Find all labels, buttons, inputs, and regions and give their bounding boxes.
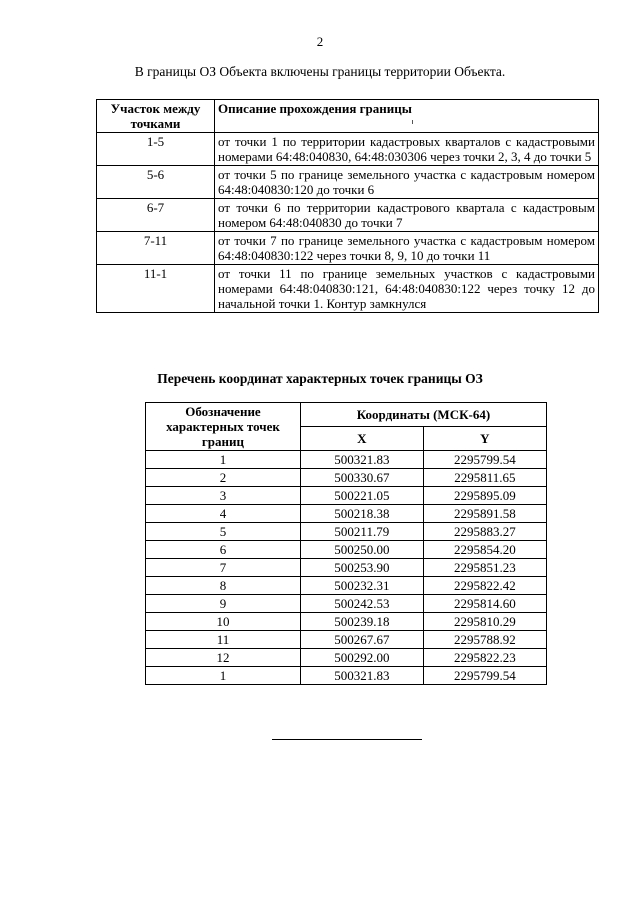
y-cell: 2295814.60 <box>423 595 546 613</box>
boundary-row <box>97 166 599 199</box>
x-cell: 500267.67 <box>300 631 423 649</box>
coordinates-header-row <box>146 403 547 427</box>
x-cell: 500221.05 <box>300 487 423 505</box>
description-column-header: Описание прохождения границы <box>215 100 599 133</box>
coordinate-row <box>146 505 547 523</box>
coordinate-row <box>146 451 547 469</box>
y-cell: 2295822.42 <box>423 577 546 595</box>
boundary-row <box>97 232 599 265</box>
coordinate-row <box>146 613 547 631</box>
x-column-header: X <box>300 427 423 451</box>
y-cell: 2295851.23 <box>423 559 546 577</box>
point-cell: 3 <box>146 487 301 505</box>
boundary-row <box>97 199 599 232</box>
y-cell: 2295799.54 <box>423 451 546 469</box>
x-cell: 500242.53 <box>300 595 423 613</box>
coordinate-row <box>146 595 547 613</box>
x-cell: 500232.31 <box>300 577 423 595</box>
y-cell: 2295811.65 <box>423 469 546 487</box>
x-cell: 500321.83 <box>300 451 423 469</box>
point-cell: 2 <box>146 469 301 487</box>
segment-cell: 1-5 <box>97 133 215 166</box>
x-cell: 500218.38 <box>300 505 423 523</box>
point-cell: 10 <box>146 613 301 631</box>
y-cell: 2295799.54 <box>423 667 546 685</box>
coordinates-title: Перечень координат характерных точек границы ОЗ <box>157 371 483 386</box>
segment-cell: 5-6 <box>97 166 215 199</box>
point-cell: 6 <box>146 541 301 559</box>
y-cell: 2295891.58 <box>423 505 546 523</box>
x-cell: 500292.00 <box>300 649 423 667</box>
description-cell: от точки 6 по территории кадастрового квартала с кадастровым номером 64:48:040830 до точки 7 <box>215 199 599 232</box>
segment-cell: 6-7 <box>97 199 215 232</box>
boundary-row <box>97 133 599 166</box>
signature-line <box>272 739 422 740</box>
coordinate-row <box>146 667 547 685</box>
point-cell: 7 <box>146 559 301 577</box>
boundary-table-header-row <box>97 100 599 133</box>
y-cell: 2295854.20 <box>423 541 546 559</box>
point-cell: 1 <box>146 451 301 469</box>
point-cell: 1 <box>146 667 301 685</box>
point-cell: 9 <box>146 595 301 613</box>
boundary-row <box>97 265 599 313</box>
coordinate-row <box>146 577 547 595</box>
segment-column-header: Участок между точками <box>97 100 215 133</box>
y-cell: 2295810.29 <box>423 613 546 631</box>
y-cell: 2295822.23 <box>423 649 546 667</box>
coordinate-row <box>146 631 547 649</box>
coordinate-row <box>146 469 547 487</box>
point-cell: 5 <box>146 523 301 541</box>
x-cell: 500330.67 <box>300 469 423 487</box>
point-cell: 12 <box>146 649 301 667</box>
coords-group-header: Координаты (МСК-64) <box>300 403 546 427</box>
y-cell: 2295895.09 <box>423 487 546 505</box>
x-cell: 500253.90 <box>300 559 423 577</box>
segment-cell: 11-1 <box>97 265 215 313</box>
y-column-header: Y <box>423 427 546 451</box>
point-cell: 11 <box>146 631 301 649</box>
point-cell: 8 <box>146 577 301 595</box>
description-cell: от точки 1 по территории кадастровых кварталов с кадастровыми номерами 64:48:040830, 64:48:030306 через точки 2, 3, 4 до точки 5 <box>215 133 599 166</box>
coordinate-row <box>146 487 547 505</box>
description-cell: от точки 11 по границе земельных участков с кадастровыми номерами 64:48:040830:121, 64:48:040830:122 через точку 12 до начальной точки 1. Контур замкнулся <box>215 265 599 313</box>
x-cell: 500321.83 <box>300 667 423 685</box>
segment-cell: 7-11 <box>97 232 215 265</box>
coordinate-row <box>146 523 547 541</box>
coordinate-row <box>146 649 547 667</box>
x-cell: 500250.00 <box>300 541 423 559</box>
intro-text: В границы ОЗ Объекта включены границы территории Объекта. <box>134 64 506 79</box>
description-cell: от точки 7 по границе земельного участка с кадастровым номером 64:48:040830:122 через точки 8, 9, 10 до точки 11 <box>215 232 599 265</box>
coordinate-row <box>146 541 547 559</box>
point-column-header: Обозначение характерных точек границ <box>146 403 301 451</box>
x-cell: 500211.79 <box>300 523 423 541</box>
coordinates-table <box>145 402 547 685</box>
coordinate-row <box>146 559 547 577</box>
boundary-description-table <box>96 99 599 313</box>
description-cell: от точки 5 по границе земельного участка с кадастровым номером 64:48:040830:120 до точки 6 <box>215 166 599 199</box>
point-cell: 4 <box>146 505 301 523</box>
y-cell: 2295788.92 <box>423 631 546 649</box>
page-number: 2 <box>316 34 324 49</box>
y-cell: 2295883.27 <box>423 523 546 541</box>
x-cell: 500239.18 <box>300 613 423 631</box>
